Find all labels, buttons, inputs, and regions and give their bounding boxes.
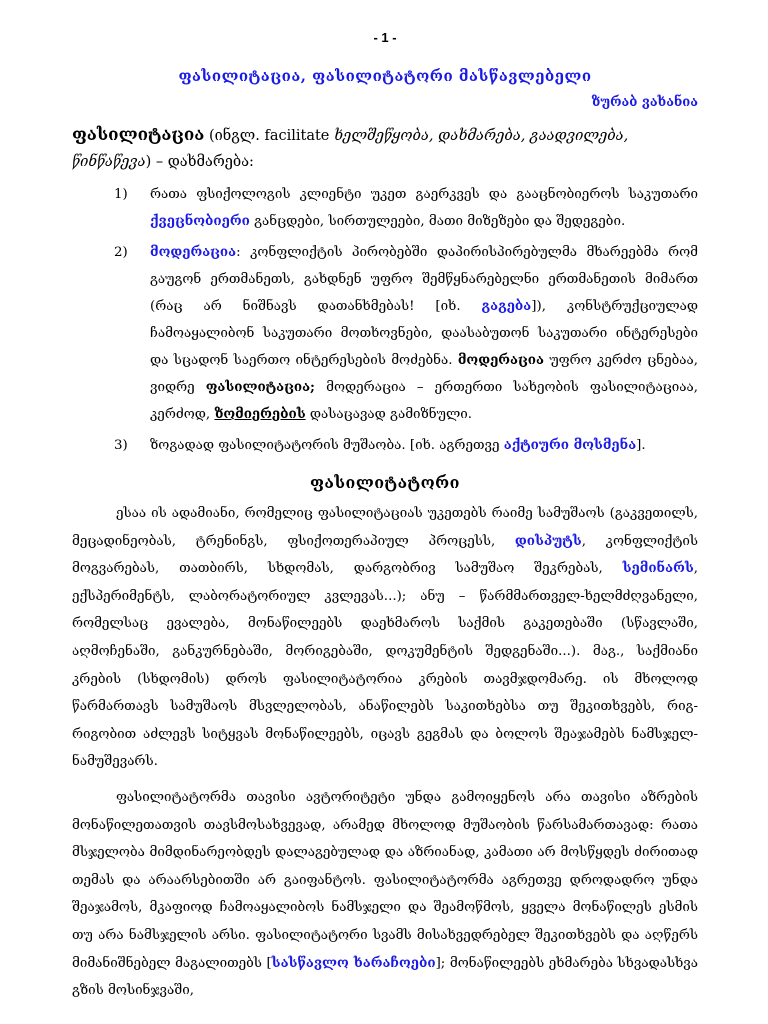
paragraph-text: ესაა ის ადამიანი, რომელიც ფასილიტაციას უკეთებს რაიმე სამუშაოს (გაკვეთილს, მეცადინეობას, ტრენინგს, ფსიქოთერაპიულ პროცესს, [72, 506, 698, 549]
paragraph [72, 784, 698, 1005]
list-item-text: ]. [636, 438, 646, 453]
definition-lead [72, 122, 698, 175]
paragraph-text: ფასილიტატორმა თავისი ავტორიტეტი უნდა გამოიყენოს არა თავისი აზრების მონაწილეთათვის თავსმოსახვევად, არამედ მხოლოდ მუშაობის წარსამართავად: რათა მსჯელობა მიმდინარეობდეს დალაგებულად და აზრიანად, კამათი არ მოსწყდეს ძირითად თემას და არაარსებითში არ გაიფანტოს. ფასილიტატორმა აგრეთვე დროდადრო უნდა შეაჯამოს, მკაფიოდ ჩამოაყალიბოს ნამსჯელი და შეამოწმოს, ყველა მონაწილეს ესმის თუ არა ნამსჯელის არსი. ფასილიტატორი სვამს მისახვედრებელ შეკითხვებს და აღწერს მიმანიშნებელ მაგალითებს [ [72, 789, 698, 971]
bold-term: ფასილიტაცია; [205, 379, 315, 395]
list-item-text: ზოგადად ფასილიტატორის მუშაობა. [იხ. აგრეთვე [150, 438, 504, 453]
section-title: ფასილიტატორი [310, 473, 460, 492]
bold-underlined-term: ზომიერების [214, 406, 306, 422]
link-moderation[interactable]: მოდერაცია [150, 244, 237, 260]
list-item-text: მოდერაცია – ერთერთი სახეობის ფასილიტაციაა, კერძოდ, [150, 380, 698, 422]
definition-term: ფასილიტაცია [72, 125, 205, 145]
link-dispute[interactable]: დისპუტს [514, 532, 582, 549]
paragraph [72, 500, 698, 776]
list-item-text: რათა ფსიქოლოგის კლიენტი უკეთ გაერკვეს და გააცნობიეროს საკუთარი [150, 187, 698, 202]
link-scaffolding[interactable]: სასწავლო ხარაჩოები [271, 954, 436, 971]
document-title: ფასილიტაცია, ფასილიტატორი მასწავლებელი [178, 67, 592, 85]
paragraph-text: , ექსპერიმენტს, ლაბორატორიულ კვლევას...); ანუ – წარმმართველ-ხელმძღვანელი, რომელსაც ევალება, მონაწილეებს დაეხმაროს საქმის გაკეთებაში (სწავლაში, აღმოჩენაში, განკურნებაში, მორიგებაში, დოკუმენტის შედგენაში...). მაგ., საქმიანი კრების (სხდომის) დროს ფასილიტატორია კრების თავმჯდომარე. ის მხოლოდ წარმართავს სამუშაოს მსვლელობას, ანაწილებს საკითხებსა თუ შეკითხვებს, რიგ-რიგობით აძლევს სიტყვას მონაწილეებს, იცავს გეგმას და ბოლოს შეაჯამებს ნამსჯელ-ნამუშევარს. [72, 561, 698, 770]
definition-suffix: ) – დახმარება: [145, 154, 254, 170]
link-seminar[interactable]: სემინარს [622, 560, 694, 577]
author-name: ზურაბ ვახანია [591, 95, 698, 110]
list-item-text: : კონფლიქტის პირობებში დაპირისპირებულმა მხარეებმა რომ გაუგონ ერთმანეთს, გახდნენ უფრო შემწყნარებელნი ერთმანეთის მიმართ (რაც არ ნიშნავს დათანხმებას! [იხ. [150, 245, 698, 314]
definition-italic: ხელშეწყობა, დახმარება, გაადვილება, წინწაწევა [72, 128, 629, 170]
list-item-text: განცდები, სირთულეები, მათი მიზეზები და შედეგები. [249, 214, 626, 229]
list-item-number: 3) [114, 438, 128, 453]
list-item [114, 181, 698, 235]
definition-prefix: (ინგლ. facilitate [204, 128, 334, 144]
list-item-text: დასაცავად გამიზნული. [305, 407, 473, 422]
paragraph-text: , კონფლიქტის მოგვარებას, თათბირს, სხდომას, დარგობრივ სამუშაო შეკრებას, [72, 533, 698, 577]
definition-list [72, 181, 698, 459]
list-item-text: ]), კონსტრუქციულად ჩამოაყალიბონ საკუთარი მოთხოვნები, დაასაბუთონ საკუთარი ინტერესები და სცადონ საერთო ინტერესების მოძებნა. [150, 299, 699, 368]
link-active-listening[interactable]: აქტიური მოსმენა [503, 437, 637, 453]
link-understanding[interactable]: გაგება [481, 298, 532, 314]
paragraph-text: ]; მონაწილეებს ეხმარება სხვადასხვა გზის მოსინჯვაში, [72, 955, 698, 999]
bold-term: მოდერაცია [457, 352, 544, 368]
list-item [114, 432, 698, 459]
page-number: - 1 - [373, 30, 397, 45]
list-item [114, 239, 698, 428]
list-item-text: უფრო კერძო ცნებაა, ვიდრე [150, 353, 698, 395]
link-subconscious[interactable]: ქვეცნობიერი [150, 213, 250, 229]
list-item-number: 2) [114, 245, 128, 260]
list-item-number: 1) [114, 187, 128, 202]
